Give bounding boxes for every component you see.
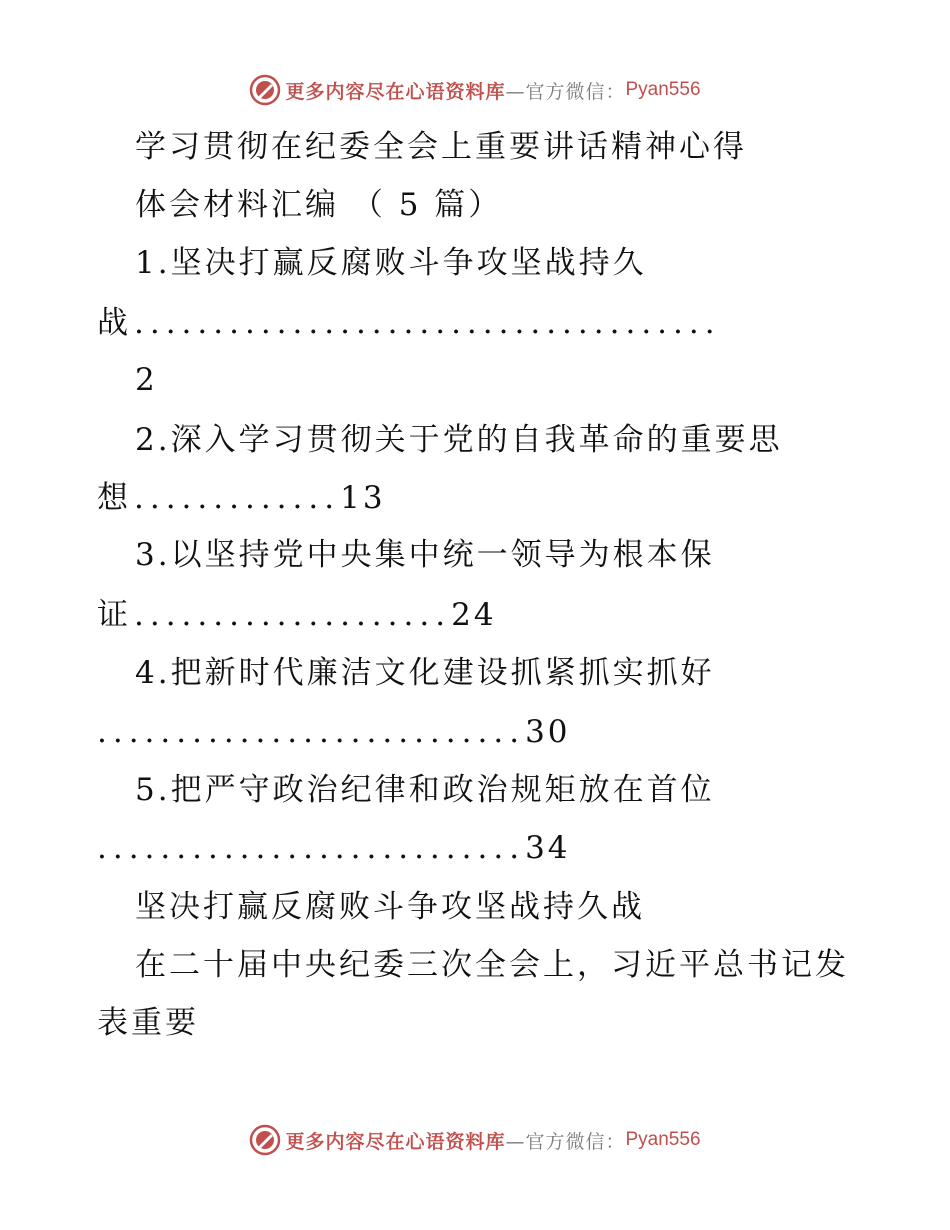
document-title-line-2: 体会材料汇编 （ 5 篇）	[135, 187, 503, 223]
watermark-sub-text: —官方微信：	[505, 1130, 626, 1153]
toc-entry-5-tail	[97, 828, 571, 868]
header-watermark	[0, 70, 950, 110]
toc-entry-3-page: 24	[451, 597, 497, 633]
toc-entry-2-tail	[97, 478, 386, 518]
document-title-line-1: 学习贯彻在纪委全会上重要讲话精神心得	[135, 129, 747, 165]
toc-entry-1-head: 1.坚决打赢反腐败斗争攻坚战持久	[135, 245, 647, 281]
toc-entry-3-tail	[97, 595, 497, 635]
section-paragraph-line-2: 表重要	[97, 1005, 199, 1041]
section-heading: 坚决打赢反腐败斗争攻坚战持久战	[135, 889, 645, 925]
toc-entry-1-leader: 战.....................................	[97, 305, 721, 341]
toc-entry-5-head: 5.把严守政治纪律和政治规矩放在首位	[135, 772, 715, 808]
toc-entry-2-page: 13	[340, 480, 386, 516]
toc-entry-5-leader: ...........................	[97, 830, 526, 866]
toc-entry-5-page: 34	[525, 830, 571, 866]
toc-entry-4-tail	[97, 712, 571, 752]
toc-entry-4-head: 4.把新时代廉洁文化建设抓紧抓实抓好	[135, 655, 715, 691]
toc-entry-2-leader: 想.............	[97, 480, 341, 516]
toc-entry-2-head: 2.深入学习贯彻关于党的自我革命的重要思	[135, 422, 783, 458]
watermark-sub-text: —官方微信：	[505, 80, 626, 103]
toc-entry-4-leader: ...........................	[97, 714, 526, 750]
toc-entry-1-page: 2	[135, 362, 158, 398]
footer-watermark	[0, 1120, 950, 1160]
watermark-main-text: 更多内容尽在心语资料库	[285, 80, 506, 103]
watermark-id-text: Pyan556	[625, 79, 701, 100]
toc-entry-3-head: 3.以坚持党中央集中统一领导为根本保	[135, 537, 715, 573]
section-paragraph-line-1: 在二十届中央纪委三次全会上，习近平总书记发	[135, 947, 849, 983]
pen-logo-icon	[249, 74, 281, 106]
watermark-main-text: 更多内容尽在心语资料库	[285, 1130, 506, 1153]
toc-entry-4-page: 30	[525, 714, 571, 750]
pen-logo-icon	[249, 1124, 281, 1156]
toc-entry-3-leader: 证....................	[97, 597, 452, 633]
watermark-id-text: Pyan556	[625, 1129, 701, 1150]
